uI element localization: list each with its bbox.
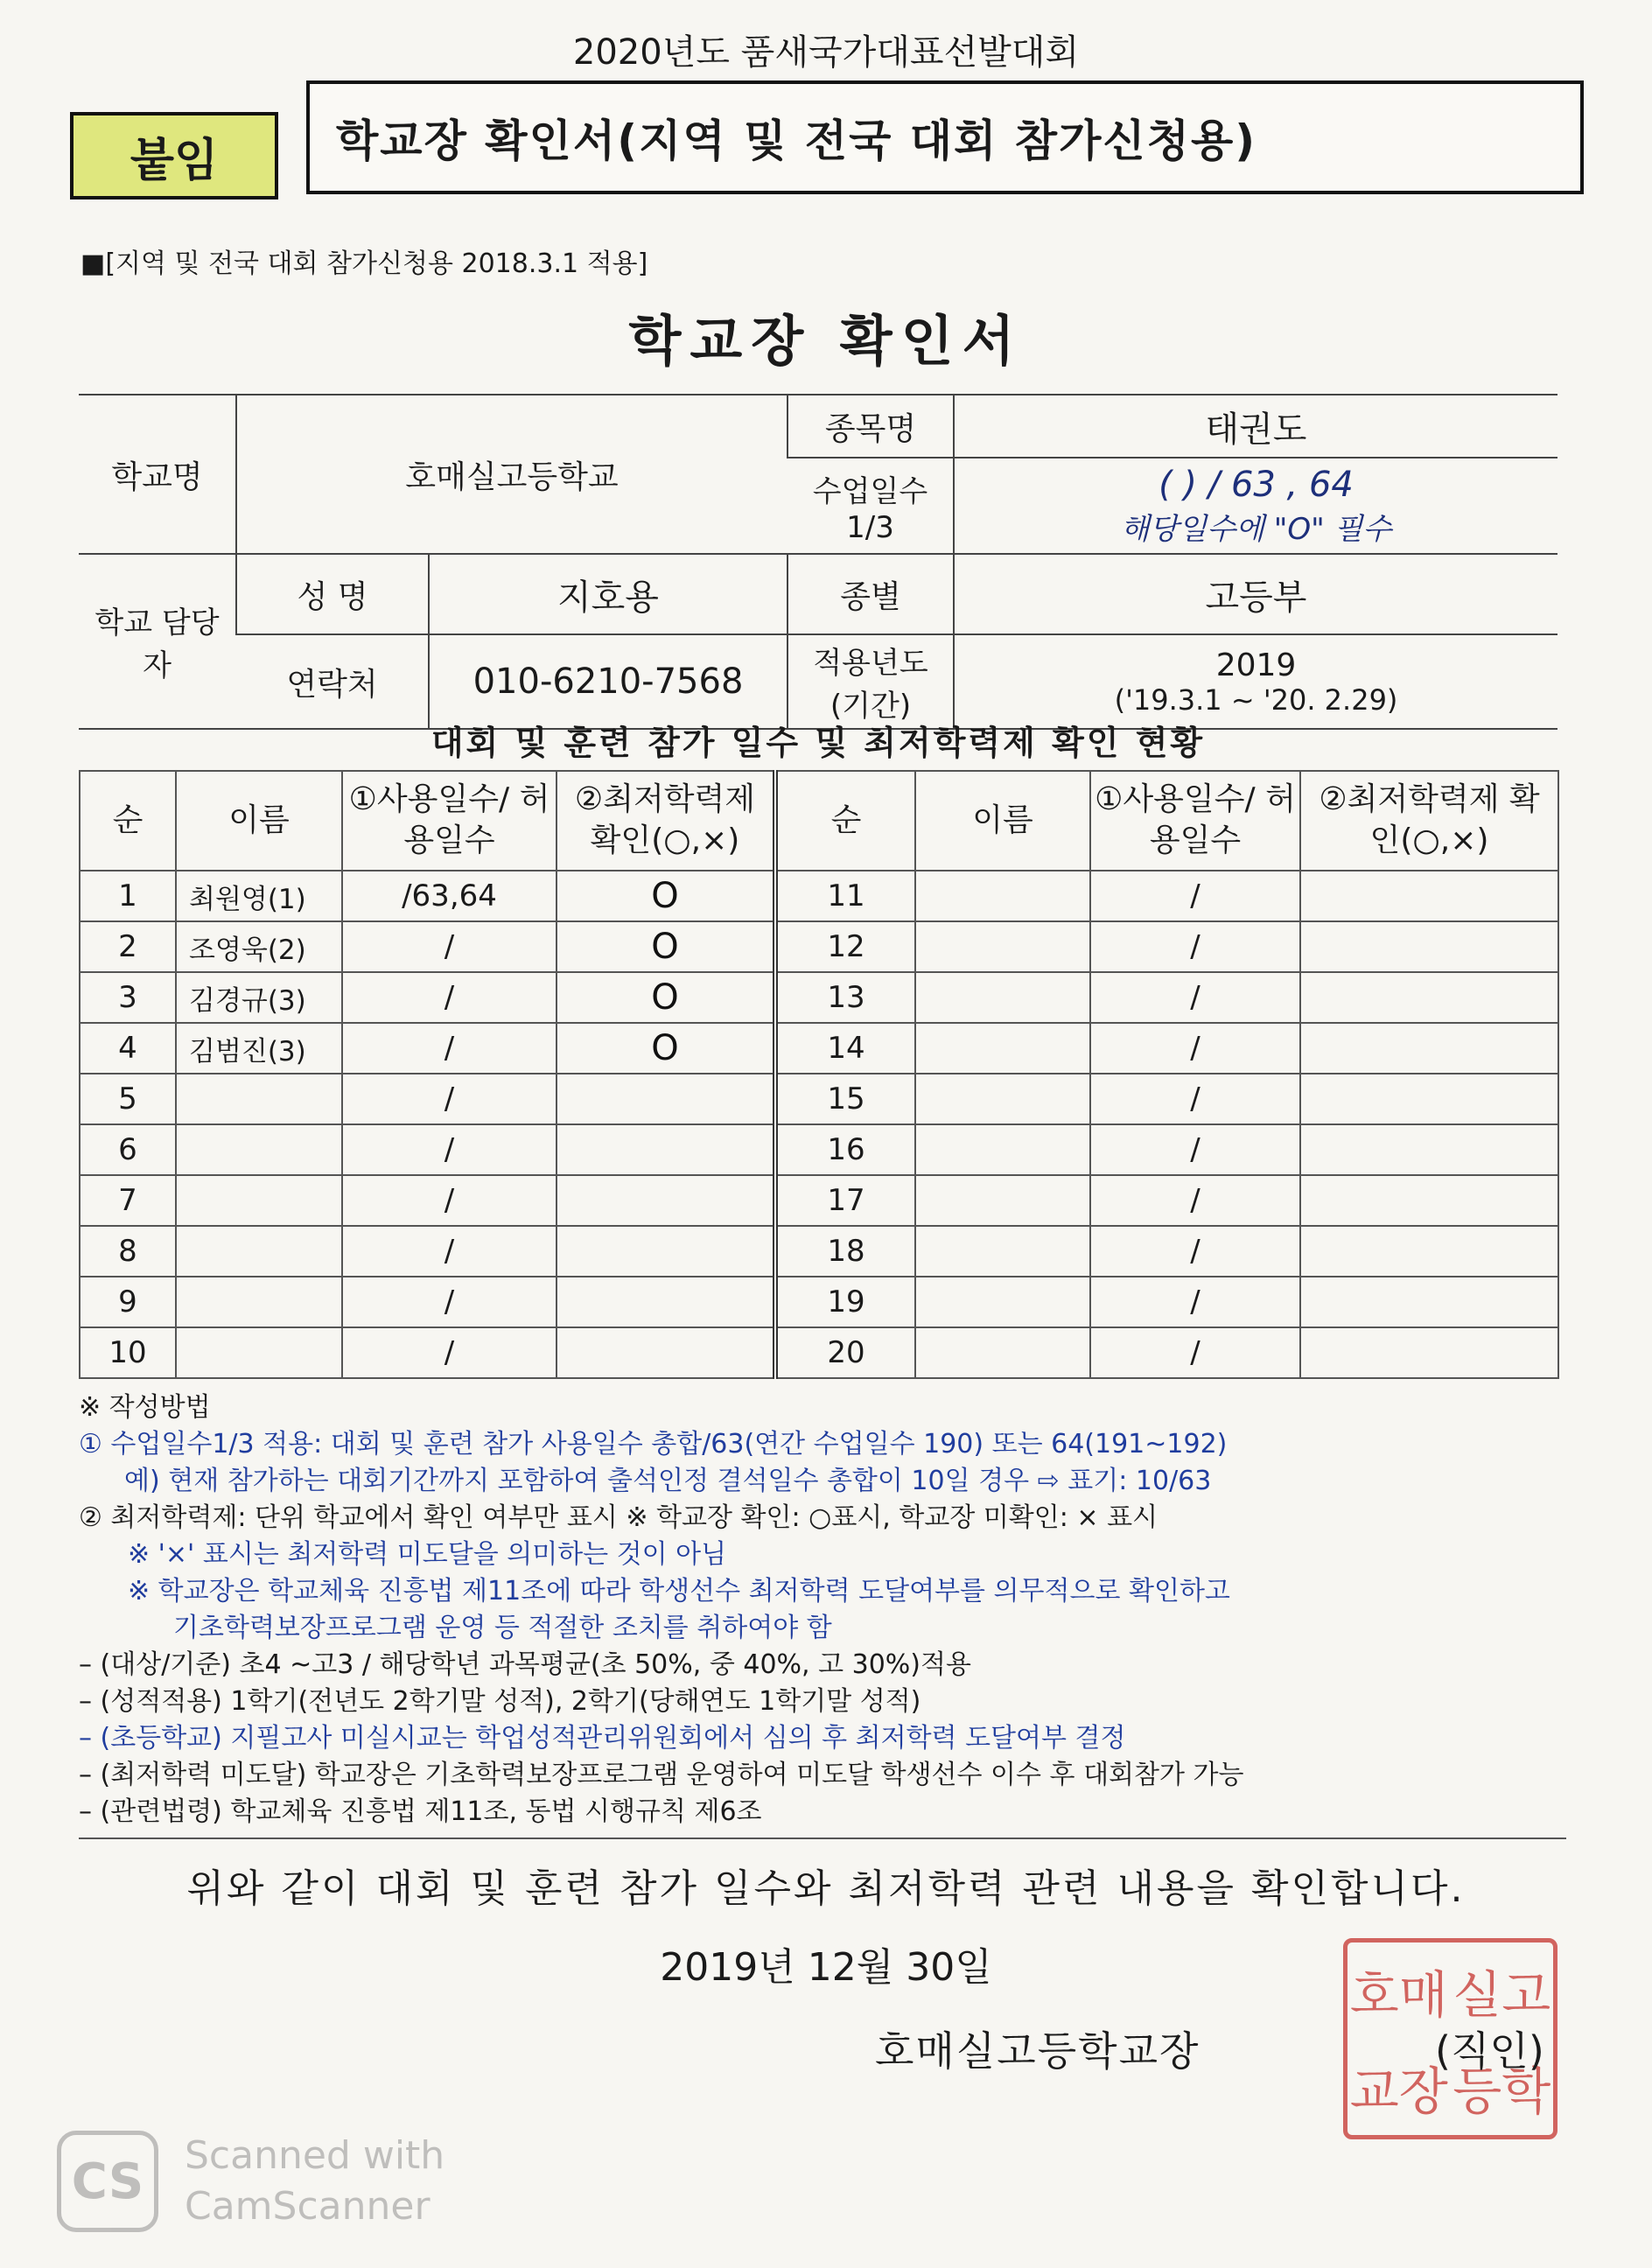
student-name (176, 1175, 342, 1226)
row-number: 14 (775, 1023, 915, 1074)
check-cell (1300, 1023, 1558, 1074)
table-row (80, 972, 1558, 1023)
instructions (79, 1390, 1566, 1830)
student-name: 최원영(1) (176, 871, 342, 921)
student-name (176, 1226, 342, 1277)
phone-value: 010-6210-7568 (429, 634, 788, 729)
days-cell: / (1090, 1277, 1300, 1327)
student-name: 조영욱(2) (176, 921, 342, 972)
period-cell (954, 634, 1558, 729)
student-name (915, 1327, 1090, 1378)
roster-subtitle: 대회 및 훈련 참가 일수 및 최저학력제 확인 현황 (430, 724, 1206, 762)
instruction-bullet-2: – (성적적용) 1학기(전년도 2학기말 성적), 2학기(당해연도 1학기말 성적) (79, 1686, 921, 1717)
attachment-badge: 붙임 (70, 112, 278, 200)
row-number: 16 (775, 1124, 915, 1175)
table-row (80, 1023, 1558, 1074)
row-number: 5 (80, 1074, 176, 1124)
event-label: 종목명 (788, 395, 954, 458)
principal-name: 호매실고등학교장 (875, 2027, 1200, 2075)
days-cell: /63,64 (342, 871, 556, 921)
table-row (80, 1226, 1558, 1277)
days-cell: / (342, 1124, 556, 1175)
instruction-note-2b: 기초학력보장프로그램 운영 등 적절한 조치를 취하여야 함 (173, 1613, 832, 1643)
row-number: 8 (80, 1226, 176, 1277)
name-label: 성 명 (236, 554, 429, 634)
table-row (80, 1175, 1558, 1226)
check-cell (1300, 1277, 1558, 1327)
instruction-bullet-4: – (최저학력 미도달) 학교장은 기초학력보장프로그램 운영하여 미도달 학생선수 이수 후 대회참가 가능 (79, 1760, 1244, 1790)
row-number: 20 (775, 1327, 915, 1378)
header-name: 이름 (176, 771, 342, 871)
table-row (80, 1074, 1558, 1124)
student-name (915, 1226, 1090, 1277)
boxed-title: 학교장 확인서(지역 및 전국 대회 참가신청용) (306, 80, 1584, 194)
instruction-note-1: ※ '×' 표시는 최저학력 미도달을 의미하는 것이 아님 (128, 1539, 727, 1570)
days-label: 수업일수 1/3 (788, 458, 954, 554)
check-cell (1300, 871, 1558, 921)
check-cell (556, 1074, 775, 1124)
row-number: 7 (80, 1175, 176, 1226)
student-name: 김경규(3) (176, 972, 342, 1023)
phone-label: 연락처 (236, 634, 429, 729)
period-year: 2019 (1215, 647, 1297, 683)
document-date: 2019년 12월 30일 (660, 1945, 992, 1990)
category-label: 종별 (788, 554, 954, 634)
scanner-line-1: Scanned with (185, 2133, 445, 2178)
student-name (915, 972, 1090, 1023)
scanner-line-2: CamScanner (185, 2184, 430, 2229)
check-cell: O (556, 1023, 775, 1074)
table-row (80, 1277, 1558, 1327)
student-name (915, 1023, 1090, 1074)
days-cell: / (1090, 1124, 1300, 1175)
check-cell: O (556, 871, 775, 921)
instruction-item-2: ② 최저학력제: 단위 학교에서 확인 여부만 표시 ※ 학교장 확인: ○표시, 학교장 미확인: × 표시 (79, 1502, 1158, 1533)
header-days: ①사용일수/ 허용일수 (342, 771, 556, 871)
check-cell (1300, 1175, 1558, 1226)
student-name: 김범진(3) (176, 1023, 342, 1074)
instruction-bullet-1: – (대상/기준) 초4 ~고3 / 해당학년 과목평균(초 50%, 중 40%, 고 30%)적용 (79, 1649, 971, 1680)
days-note: 해당일수에 "O" 필수 (1120, 511, 1392, 547)
check-cell (1300, 1074, 1558, 1124)
student-name (915, 921, 1090, 972)
student-name (915, 871, 1090, 921)
seal-char: 교장 (1349, 2062, 1448, 2121)
days-cell: / (342, 1327, 556, 1378)
header-check: ②최저학력제 확인(○,×) (1300, 771, 1558, 871)
seal-label: (직인) (1435, 2027, 1544, 2075)
event-value: 태권도 (954, 395, 1558, 458)
camscanner-watermark (57, 2131, 444, 2232)
seal-char: 호매 (1349, 1965, 1448, 2025)
row-number: 13 (775, 972, 915, 1023)
instruction-note-2a: ※ 학교장은 학교체육 진흥법 제11조에 따라 학생선수 최저학력 도달여부를 의무적으로 확인하고 (128, 1576, 1230, 1606)
check-cell (1300, 972, 1558, 1023)
instructions-heading: ※ 작성방법 (79, 1392, 211, 1423)
student-name (915, 1074, 1090, 1124)
school-label: 학교명 (79, 395, 236, 554)
table-row (80, 871, 1558, 921)
student-name (176, 1124, 342, 1175)
event-title: 2020년도 품새국가대표선발대회 (572, 32, 1080, 73)
header-no: 순 (80, 771, 176, 871)
days-cell: / (1090, 1074, 1300, 1124)
check-cell: O (556, 921, 775, 972)
check-cell (556, 1175, 775, 1226)
row-number: 11 (775, 871, 915, 921)
days-cell: / (1090, 972, 1300, 1023)
document-title: 학교장 확인서 (628, 309, 1024, 373)
days-cell (954, 458, 1558, 554)
roster-header (80, 771, 1558, 871)
days-cell: / (342, 972, 556, 1023)
header-no: 순 (775, 771, 915, 871)
confirm-text: 위와 같이 대회 및 훈련 참가 일수와 최저학력 관련 내용을 확인합니다. (186, 1866, 1466, 1911)
instruction-bullet-5: – (관련법령) 학교체육 진흥법 제11조, 동법 시행규칙 제6조 (79, 1796, 762, 1827)
check-cell (556, 1124, 775, 1175)
school-value: 호매실고등학교 (236, 395, 788, 554)
student-name (176, 1074, 342, 1124)
days-cell: / (342, 1074, 556, 1124)
days-cell: / (342, 1226, 556, 1277)
check-cell: O (556, 972, 775, 1023)
days-value: ( ) / 63 , 64 (1158, 464, 1354, 505)
check-cell (1300, 1327, 1558, 1378)
days-cell: / (1090, 1226, 1300, 1277)
row-number: 1 (80, 871, 176, 921)
check-cell (1300, 1124, 1558, 1175)
row-number: 2 (80, 921, 176, 972)
days-cell: / (342, 1023, 556, 1074)
row-number: 6 (80, 1124, 176, 1175)
header-days: ①사용일수/ 허용일수 (1090, 771, 1300, 871)
row-number: 10 (80, 1327, 176, 1378)
row-number: 12 (775, 921, 915, 972)
name-value: 지호용 (429, 554, 788, 634)
days-cell: / (1090, 871, 1300, 921)
contact-person-label: 학교 담당자 (79, 554, 236, 729)
table-row (80, 921, 1558, 972)
row-number: 18 (775, 1226, 915, 1277)
seal-char: 실고 (1452, 1965, 1551, 2025)
period-label: 적용년도 (기간) (788, 634, 954, 729)
check-cell (1300, 921, 1558, 972)
student-name (915, 1277, 1090, 1327)
row-number: 19 (775, 1277, 915, 1327)
days-cell: / (1090, 1327, 1300, 1378)
header-check: ②최저학력제 확인(○,×) (556, 771, 775, 871)
row-number: 4 (80, 1023, 176, 1074)
table-row (80, 1327, 1558, 1378)
info-table (79, 394, 1558, 730)
table-row (80, 1124, 1558, 1175)
days-cell: / (1090, 921, 1300, 972)
check-cell (556, 1226, 775, 1277)
instruction-item-1b: 예) 현재 참가하는 대회기간까지 포함하여 출석인정 결석일수 총합이 10일 경우 ⇨ 표기: 10/63 (124, 1466, 1212, 1496)
check-cell (556, 1327, 775, 1378)
category-value: 고등부 (954, 554, 1558, 634)
days-cell: / (1090, 1175, 1300, 1226)
row-number: 17 (775, 1175, 915, 1226)
check-cell (556, 1277, 775, 1327)
header-name: 이름 (915, 771, 1090, 871)
row-number: 9 (80, 1277, 176, 1327)
seal-char: 등학 (1452, 2062, 1551, 2121)
days-cell: / (342, 1175, 556, 1226)
days-cell: / (342, 1277, 556, 1327)
check-cell (1300, 1226, 1558, 1277)
row-number: 15 (775, 1074, 915, 1124)
period-range: ('19.3.1 ~ '20. 2.29) (1114, 682, 1398, 717)
applies-note: ■[지역 및 전국 대회 참가신청용 2018.3.1 적용] (80, 248, 648, 279)
days-cell: / (1090, 1023, 1300, 1074)
divider (79, 1838, 1566, 1839)
instruction-item-1a: ① 수업일수1/3 적용: 대회 및 훈련 참가 사용일수 총합/63(연간 수업일수 190) 또는 64(191~192) (79, 1429, 1228, 1460)
row-number: 3 (80, 972, 176, 1023)
days-cell: / (342, 921, 556, 972)
student-name (915, 1124, 1090, 1175)
roster-table (79, 770, 1559, 1379)
student-name (176, 1327, 342, 1378)
camscanner-icon: CS (57, 2131, 158, 2232)
student-name (176, 1277, 342, 1327)
instruction-bullet-3: – (초등학교) 지필고사 미실시교는 학업성적관리위원회에서 심의 후 최저학력 도달여부 결정 (79, 1723, 1126, 1754)
student-name (915, 1175, 1090, 1226)
